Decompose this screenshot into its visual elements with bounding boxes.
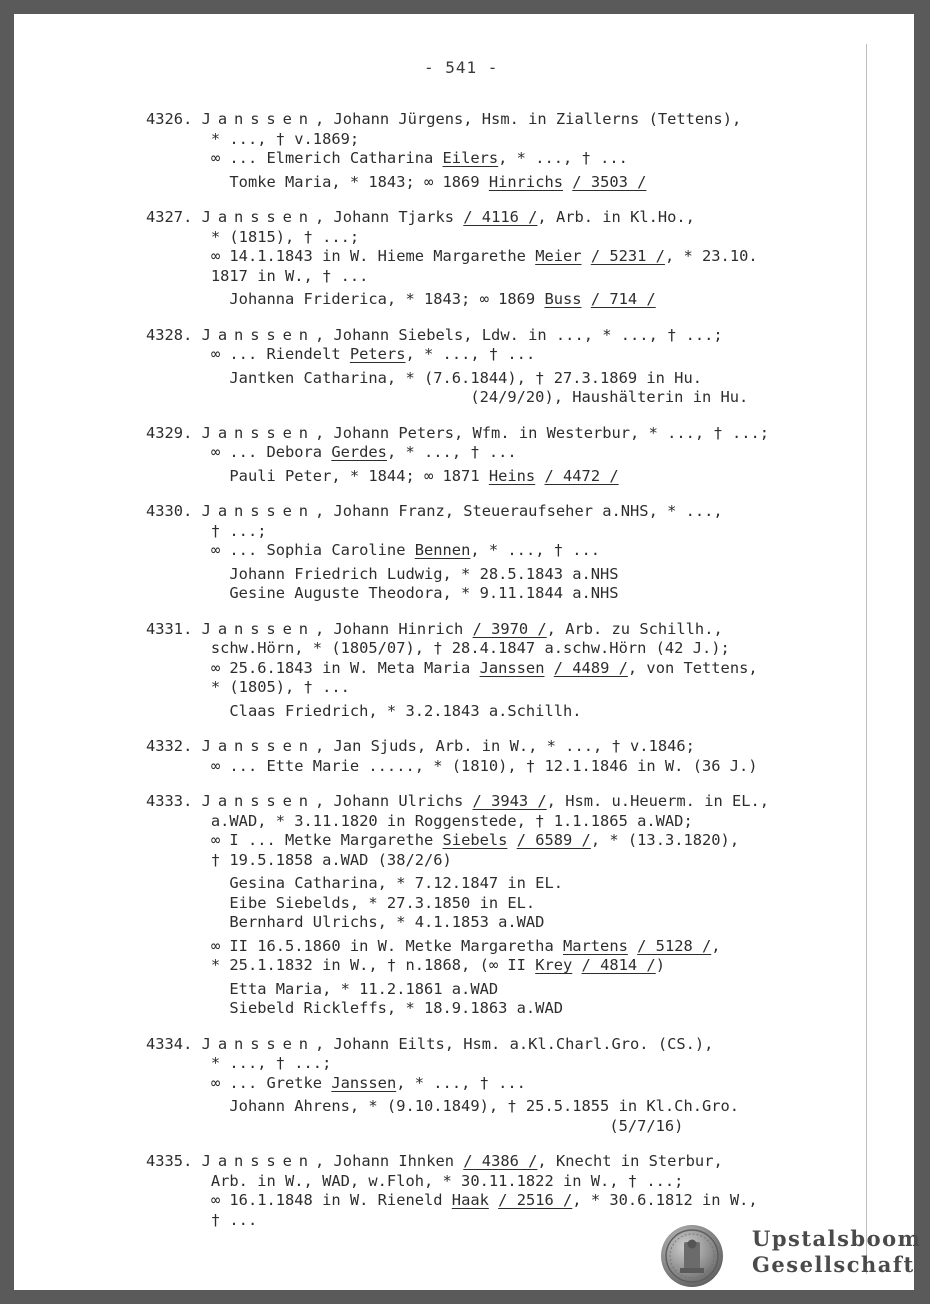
entry-line <box>146 874 866 894</box>
entry-text: , Johann Peters, Wfm. in Westerbur, * ..., † ...; <box>315 423 770 442</box>
entry-text: Bernhard Ulrichs, * 4.1.1853 a.WAD <box>229 913 545 931</box>
entry-text: Claas Friedrich, * 3.2.1843 a.Schillh. <box>229 701 582 720</box>
entry-text: (5/7/16) <box>609 1116 684 1135</box>
underlined-reference: Siebels <box>442 831 508 849</box>
entry-text: , Johann Franz, Steueraufseher a.NHS, * ..., <box>315 502 723 520</box>
entry-text: * (1805), † ... <box>210 678 350 696</box>
entry-surname: Janssen <box>201 502 315 520</box>
entry-text: , Johann Hinrich <box>315 619 473 638</box>
entry-surname: Janssen <box>201 619 315 638</box>
entry-text: Gesina Catharina, * 7.12.1847 in EL. <box>229 874 563 892</box>
genealogy-entries <box>146 110 866 1246</box>
entry-text: † ...; <box>210 521 267 540</box>
entry-text <box>582 290 591 308</box>
entry-surname: Janssen <box>201 423 315 442</box>
entry-heading <box>146 326 866 346</box>
underlined-reference: Eilers <box>442 149 499 167</box>
entry-4331 <box>146 620 866 722</box>
entry-line <box>146 757 866 777</box>
entry-number: 4334. <box>146 1034 193 1053</box>
underlined-reference: / 4116 / <box>463 208 538 226</box>
entry-text: , Knecht in Sterbur, <box>537 1152 723 1170</box>
entry-line <box>146 956 866 976</box>
entry-line <box>146 1097 866 1117</box>
entry-text <box>628 937 637 955</box>
underlined-reference: Gerdes <box>331 443 387 461</box>
entry-line <box>146 173 866 193</box>
entry-line <box>146 1074 866 1094</box>
logo-line-1: Upstalsboom <box>752 1226 922 1251</box>
entry-text: * ..., † v.1869; <box>210 129 360 148</box>
entry-line <box>146 1191 866 1211</box>
entry-line <box>146 565 866 585</box>
entry-text: ∞ ... Elmerich Catharina <box>210 149 443 167</box>
underlined-reference: / 3503 / <box>572 172 647 191</box>
entry-text: , Arb. zu Schillh., <box>546 619 723 638</box>
entry-heading <box>146 110 866 130</box>
entry-line <box>146 522 866 542</box>
entry-line <box>146 247 866 267</box>
entry-line <box>146 584 866 604</box>
entry-text: † 19.5.1858 a.WAD (38/2/6) <box>210 850 452 869</box>
entry-number: 4332. <box>146 737 193 755</box>
entry-line <box>146 130 866 150</box>
entry-text: , * ..., † ... <box>498 149 628 167</box>
underlined-reference: Janssen <box>479 658 545 677</box>
entry-line <box>146 659 866 679</box>
entry-text: , <box>711 936 721 955</box>
entry-line <box>146 937 866 957</box>
entry-text: , Johann Siebels, Ldw. in ..., * ..., † ...; <box>315 325 723 344</box>
entry-surname: Janssen <box>201 110 315 128</box>
entry-number: 4335. <box>146 1152 193 1170</box>
entry-text: Arb. in W., WAD, w.Floh, * 30.11.1822 in W., † ...; <box>210 1171 684 1190</box>
entry-surname: Janssen <box>201 1034 315 1053</box>
entry-line <box>146 443 866 463</box>
entry-text: , * 30.6.1812 in W., <box>572 1191 758 1209</box>
entry-number: 4331. <box>146 619 193 638</box>
entry-line <box>146 388 866 408</box>
entry-text: ∞ ... Sophia Caroline <box>210 541 415 559</box>
entry-text: ∞ ... Riendelt <box>210 345 350 363</box>
scan-edge-line <box>866 44 867 1274</box>
entry-text <box>563 173 572 191</box>
entry-text: , * ..., † ... <box>396 1073 526 1092</box>
entry-line <box>146 541 866 561</box>
entry-4329 <box>146 424 866 487</box>
entry-text <box>544 659 553 677</box>
entry-text: Eibe Siebelds, * 27.3.1850 in EL. <box>229 893 536 912</box>
entry-line <box>146 369 866 389</box>
entry-text: Jantken Catharina, * (7.6.1844), † 27.3.1869 in Hu. <box>229 368 702 387</box>
underlined-reference: Buss <box>544 290 582 308</box>
entry-line <box>146 149 866 169</box>
underlined-reference: / 4814 / <box>581 956 656 974</box>
entry-text: , von Tettens, <box>627 658 758 677</box>
entry-text: * 25.1.1832 in W., † n.1868, (∞ II <box>210 956 536 974</box>
underlined-reference: / 5231 / <box>590 247 665 265</box>
underlined-reference: Krey <box>535 956 573 974</box>
entry-text: ∞ ... Ette Marie ....., * (1810), † 12.1.1846 in W. (36 J.) <box>210 756 758 775</box>
entry-text: , Johann Ihnken <box>315 1152 464 1170</box>
entry-text: ∞ I ... Metke Margarethe <box>210 831 443 849</box>
underlined-reference: Heins <box>488 466 536 485</box>
entry-text: ) <box>655 956 665 974</box>
entry-text <box>572 956 581 974</box>
entry-line <box>146 345 866 365</box>
entry-surname: Janssen <box>201 325 315 344</box>
underlined-reference: / 4489 / <box>553 658 628 677</box>
entry-heading <box>146 424 866 444</box>
entry-heading <box>146 1152 866 1172</box>
entry-number: 4329. <box>146 423 193 442</box>
underlined-reference: Haak <box>451 1191 489 1209</box>
underlined-reference: Martens <box>562 936 628 955</box>
entry-text: a.WAD, * 3.11.1820 in Roggenstede, † 1.1.1865 a.WAD; <box>210 811 693 830</box>
entry-line <box>146 1172 866 1192</box>
entry-line <box>146 702 866 722</box>
entry-text: ∞ ... Debora <box>210 443 332 461</box>
entry-text: Siebeld Rickleffs, * 18.9.1863 a.WAD <box>229 999 563 1017</box>
entry-text: , Hsm. u.Heuerm. in EL., <box>546 792 770 810</box>
entry-text: schw.Hörn, * (1805/07), † 28.4.1847 a.schw.Hörn (42 J.); <box>210 639 730 657</box>
entry-line <box>146 812 866 832</box>
entry-text: Pauli Peter, * 1844; ∞ 1871 <box>229 466 489 485</box>
entry-text: ∞ 14.1.1843 in W. Hieme Margarethe <box>210 247 536 265</box>
entry-text: , Jan Sjuds, Arb. in W., * ..., † v.1846; <box>315 737 695 755</box>
entry-text: , Arb. in Kl.Ho., <box>537 208 695 226</box>
underlined-reference: / 6589 / <box>516 831 591 849</box>
entry-line <box>146 228 866 248</box>
entry-4328 <box>146 326 866 408</box>
underlined-reference: Janssen <box>331 1073 397 1092</box>
entry-number: 4326. <box>146 110 193 128</box>
entry-surname: Janssen <box>201 737 315 755</box>
entry-line <box>146 894 866 914</box>
entry-surname: Janssen <box>201 208 315 226</box>
entry-text: Johanna Friderica, * 1843; ∞ 1869 <box>229 290 545 308</box>
underlined-reference: Hinrichs <box>488 172 563 191</box>
underlined-reference: / 2516 / <box>498 1191 573 1209</box>
entry-text <box>489 1191 498 1209</box>
underlined-reference: / 4386 / <box>463 1152 538 1170</box>
entry-line <box>146 678 866 698</box>
entry-text: , Johann Jürgens, Hsm. in Ziallerns (Tettens), <box>315 110 742 128</box>
underlined-reference: / 714 / <box>590 290 656 308</box>
entry-text: * ..., † ...; <box>210 1054 332 1072</box>
entry-text <box>582 247 591 265</box>
underlined-reference: Bennen <box>414 541 471 559</box>
document-page <box>14 14 922 1290</box>
entry-4327 <box>146 208 866 310</box>
underlined-reference: / 4472 / <box>544 466 619 485</box>
entry-text: ∞ 25.6.1843 in W. Meta Maria <box>210 658 480 677</box>
entry-number: 4333. <box>146 792 193 810</box>
entry-text: , * (13.3.1820), <box>590 831 740 849</box>
entry-line <box>146 980 866 1000</box>
entry-text: † ... <box>210 1210 258 1229</box>
entry-4334 <box>146 1035 866 1137</box>
entry-text: , Johann Tjarks <box>315 208 464 226</box>
entry-4326 <box>146 110 866 192</box>
entry-number: 4327. <box>146 208 193 226</box>
entry-number: 4328. <box>146 325 193 344</box>
entry-line <box>146 831 866 851</box>
entry-text: Etta Maria, * 11.2.1861 a.WAD <box>229 979 499 998</box>
entry-text: Tomke Maria, * 1843; ∞ 1869 <box>229 172 489 191</box>
underlined-reference: Peters <box>349 345 406 363</box>
seal-icon <box>660 1224 724 1288</box>
entry-heading <box>146 792 866 812</box>
underlined-reference: / 3970 / <box>472 619 547 638</box>
underlined-reference: Meier <box>535 247 582 265</box>
entry-surname: Janssen <box>201 792 315 810</box>
entry-text: , * ..., † ... <box>470 541 601 559</box>
entry-4333 <box>146 792 866 1019</box>
entry-line <box>146 1054 866 1074</box>
entry-line <box>146 999 866 1019</box>
underlined-reference: / 3943 / <box>472 792 547 810</box>
entry-4330 <box>146 502 866 604</box>
entry-heading <box>146 737 866 757</box>
entry-text: (24/9/20), Haushälterin in Hu. <box>470 388 749 406</box>
logo-text <box>752 1226 921 1278</box>
entry-text: 1817 in W., † ... <box>210 266 369 285</box>
page-number: - 541 - <box>424 58 499 77</box>
entry-text: , * ..., † ... <box>386 443 517 461</box>
entry-4335 <box>146 1152 866 1230</box>
entry-text: , Johann Eilts, Hsm. a.Kl.Charl.Gro. (CS.), <box>315 1034 714 1053</box>
upstalsboom-logo <box>660 1224 930 1292</box>
entry-text: ∞ ... Gretke <box>210 1073 332 1092</box>
entry-text: ∞ II 16.5.1860 in W. Metke Margaretha <box>210 936 563 955</box>
entry-line <box>146 639 866 659</box>
entry-text: , * ..., † ... <box>405 345 536 363</box>
entry-line <box>146 267 866 287</box>
entry-line <box>146 913 866 933</box>
entry-heading <box>146 1035 866 1055</box>
entry-text: , * 23.10. <box>664 247 758 265</box>
entry-text: , Johann Ulrichs <box>315 792 473 810</box>
underlined-reference: / 5128 / <box>637 936 712 955</box>
entry-line <box>146 290 866 310</box>
entry-surname: Janssen <box>201 1152 315 1170</box>
entry-text <box>507 831 516 849</box>
entry-heading <box>146 208 866 228</box>
entry-number: 4330. <box>146 502 193 520</box>
entry-line <box>146 1117 866 1137</box>
entry-text: Johann Ahrens, * (9.10.1849), † 25.5.1855 in Kl.Ch.Gro. <box>229 1097 740 1115</box>
entry-text: ∞ 16.1.1848 in W. Rieneld <box>210 1191 452 1209</box>
logo-line-2: Gesellschaft <box>752 1252 915 1277</box>
entry-text: Gesine Auguste Theodora, * 9.11.1844 a.NHS <box>229 584 619 602</box>
entry-text: Johann Friedrich Ludwig, * 28.5.1843 a.NHS <box>229 564 619 583</box>
entry-4332 <box>146 737 866 776</box>
entry-line <box>146 467 866 487</box>
entry-heading <box>146 502 866 522</box>
entry-line <box>146 851 866 871</box>
entry-heading <box>146 620 866 640</box>
entry-text: * (1815), † ...; <box>210 227 360 246</box>
